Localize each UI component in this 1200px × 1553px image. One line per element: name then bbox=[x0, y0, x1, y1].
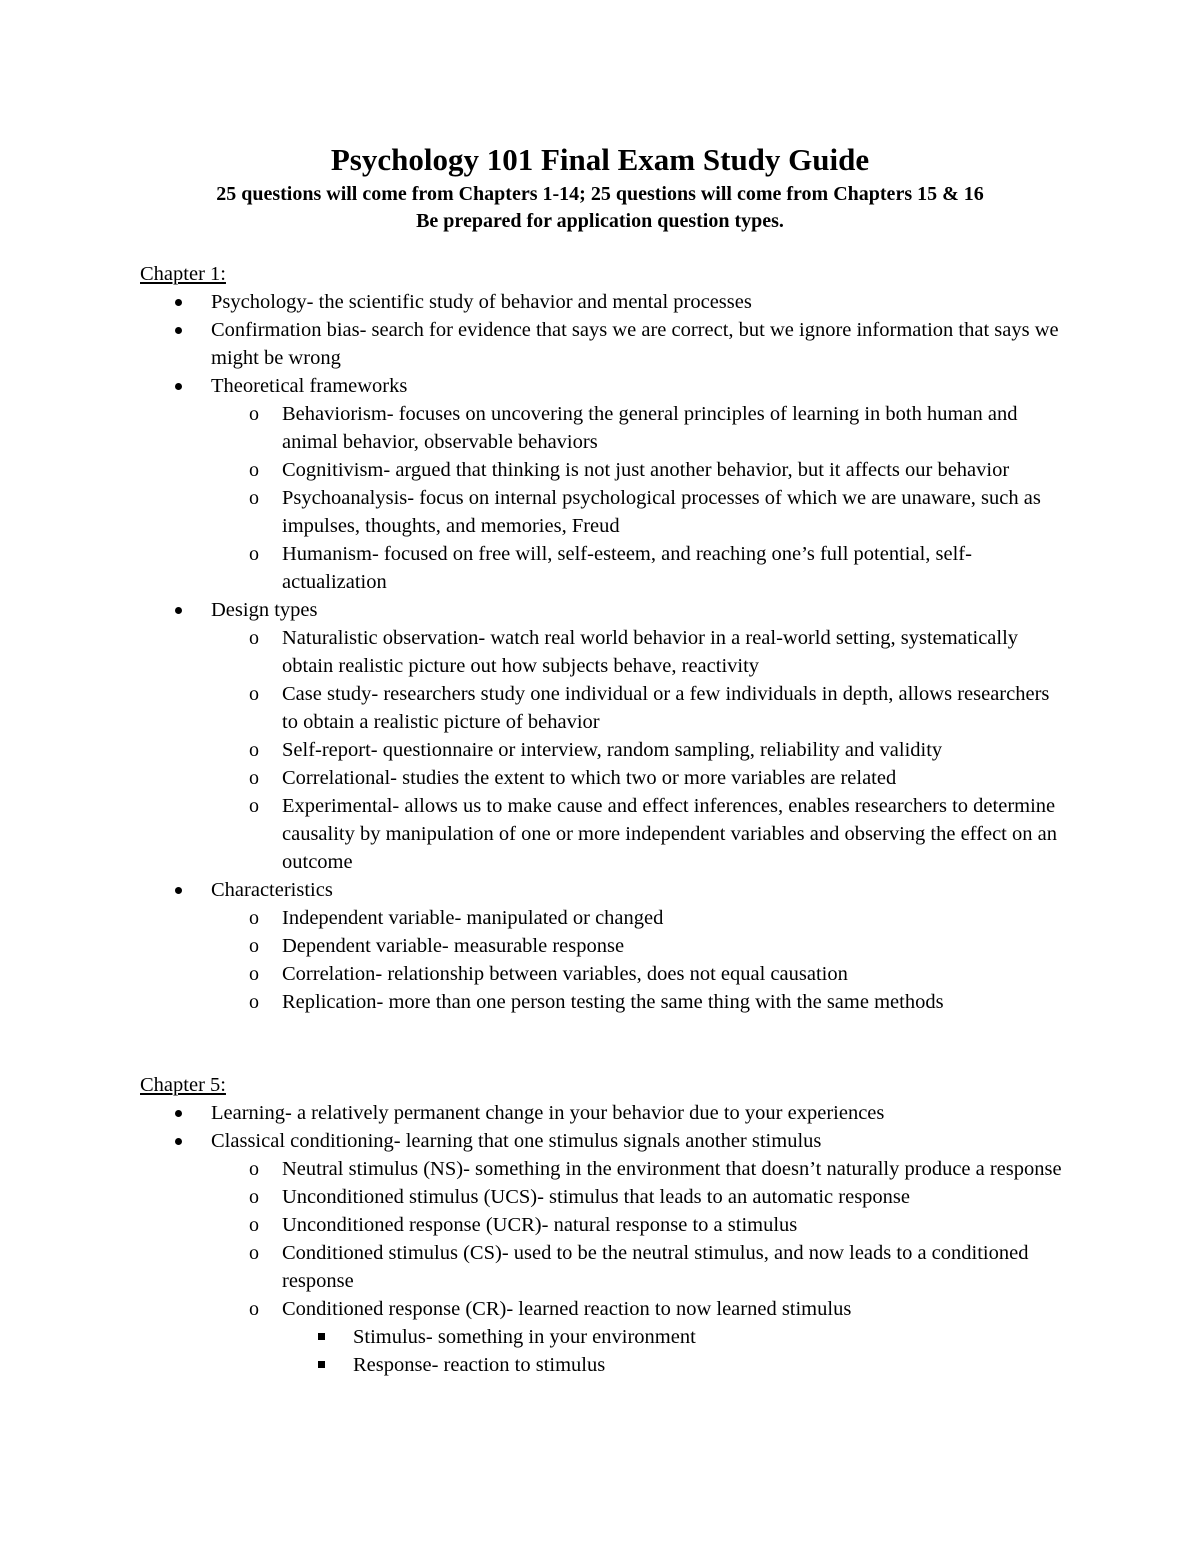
list-item bbox=[140, 1099, 1070, 1127]
circle-bullet-icon: o bbox=[249, 935, 259, 957]
sub-list-item bbox=[211, 456, 1070, 484]
list-item-text: Theoretical frameworks bbox=[211, 375, 408, 397]
circle-bullet-icon: o bbox=[249, 1242, 259, 1264]
circle-bullet-icon: o bbox=[249, 543, 259, 565]
sub-list-item bbox=[211, 400, 1070, 456]
circle-bullet-icon: o bbox=[249, 795, 259, 817]
circle-bullet-icon: o bbox=[249, 1158, 259, 1180]
sub-list bbox=[211, 400, 1070, 596]
circle-bullet-icon: o bbox=[249, 487, 259, 509]
bullet-icon bbox=[175, 327, 182, 334]
sub-list-item-text: Behaviorism- focuses on uncovering the general principles of learning in both human and animal behavior, observable behaviors bbox=[282, 403, 1018, 453]
list-item-text: Confirmation bias- search for evidence that says we are correct, but we ignore information that says we might be wrong bbox=[211, 319, 1059, 369]
sub-list-item bbox=[211, 1183, 1070, 1211]
circle-bullet-icon: o bbox=[249, 907, 259, 929]
sub-list-item-text: Dependent variable- measurable response bbox=[282, 935, 625, 957]
sub-list-item bbox=[211, 764, 1070, 792]
sub-list-item-text: Humanism- focused on free will, self-esteem, and reaching one’s full potential, self-actualization bbox=[282, 543, 972, 593]
list-item bbox=[140, 596, 1070, 876]
sub-list-item bbox=[211, 792, 1070, 876]
square-bullet-icon bbox=[318, 1333, 325, 1340]
sub-list-item-text: Unconditioned stimulus (UCS)- stimulus that leads to an automatic response bbox=[282, 1186, 911, 1208]
sub-sub-list-item-text: Stimulus- something in your environment bbox=[353, 1326, 696, 1348]
sub-list-item bbox=[211, 540, 1070, 596]
sub-list-item-text: Correlational- studies the extent to which two or more variables are related bbox=[282, 767, 897, 789]
sub-list-item bbox=[211, 1295, 1070, 1379]
subtitle-question-breakdown: 25 questions will come from Chapters 1-14; 25 questions will come from Chapters 15 & 16 bbox=[216, 183, 984, 205]
list-item-text: Characteristics bbox=[211, 879, 333, 901]
bullet-icon bbox=[175, 383, 182, 390]
sub-list-item-text: Replication- more than one person testing the same thing with the same methods bbox=[282, 991, 944, 1013]
sub-list-item-text: Correlation- relationship between variables, does not equal causation bbox=[282, 963, 848, 985]
document-title: Psychology 101 Final Exam Study Guide bbox=[330, 142, 870, 177]
list-item-text: Psychology- the scientific study of behavior and mental processes bbox=[211, 291, 752, 313]
circle-bullet-icon: o bbox=[249, 683, 259, 705]
circle-bullet-icon: o bbox=[249, 767, 259, 789]
chapter-1-section bbox=[140, 260, 1070, 1016]
sub-list-item bbox=[211, 932, 1070, 960]
bullet-icon bbox=[175, 1138, 182, 1145]
sub-list-item bbox=[211, 904, 1070, 932]
sub-list bbox=[211, 624, 1070, 876]
sub-list-item bbox=[211, 1211, 1070, 1239]
sub-sub-list-item bbox=[282, 1323, 1070, 1351]
sub-list-item bbox=[211, 736, 1070, 764]
circle-bullet-icon: o bbox=[249, 627, 259, 649]
sub-sub-list-item bbox=[282, 1351, 1070, 1379]
chapter-5-section bbox=[140, 1071, 1070, 1379]
circle-bullet-icon: o bbox=[249, 1214, 259, 1236]
subtitle-application-note: Be prepared for application question types. bbox=[416, 210, 784, 232]
chapter-1-heading: Chapter 1: bbox=[140, 263, 226, 285]
sub-list-item bbox=[211, 988, 1070, 1016]
sub-list bbox=[211, 904, 1070, 1016]
list-item-text: Classical conditioning- learning that one stimulus signals another stimulus bbox=[211, 1130, 822, 1152]
sub-list-item-text: Self-report- questionnaire or interview, random sampling, reliability and validity bbox=[282, 739, 943, 761]
circle-bullet-icon: o bbox=[249, 963, 259, 985]
bullet-icon bbox=[175, 1110, 182, 1117]
sub-list-item bbox=[211, 1155, 1070, 1183]
sub-list-item bbox=[211, 484, 1070, 540]
circle-bullet-icon: o bbox=[249, 459, 259, 481]
list-item bbox=[140, 288, 1070, 316]
sub-list-item-text: Cognitivism- argued that thinking is not just another behavior, but it affects our behavior bbox=[282, 459, 1010, 481]
list-item bbox=[140, 876, 1070, 1016]
list-item-text: Learning- a relatively permanent change in your behavior due to your experiences bbox=[211, 1102, 885, 1124]
sub-list-item-text: Unconditioned response (UCR)- natural response to a stimulus bbox=[282, 1214, 798, 1236]
circle-bullet-icon: o bbox=[249, 739, 259, 761]
circle-bullet-icon: o bbox=[249, 1298, 259, 1320]
sub-list-item bbox=[211, 624, 1070, 680]
square-bullet-icon bbox=[318, 1361, 325, 1368]
bullet-icon bbox=[175, 299, 182, 306]
chapter-5-list bbox=[140, 1099, 1070, 1379]
chapter-5-heading: Chapter 5: bbox=[140, 1074, 226, 1096]
circle-bullet-icon: o bbox=[249, 991, 259, 1013]
list-item bbox=[140, 372, 1070, 596]
sub-list-item bbox=[211, 680, 1070, 736]
sub-list-item-text: Conditioned response (CR)- learned reaction to now learned stimulus bbox=[282, 1298, 852, 1320]
sub-list bbox=[211, 1155, 1070, 1379]
bullet-icon bbox=[175, 887, 182, 894]
sub-list-item-text: Experimental- allows us to make cause and effect inferences, enables researchers to determine causality by manipulation of one or more independent variables and observing the effect on an outcome bbox=[282, 795, 1057, 873]
sub-list-item-text: Case study- researchers study one individual or a few individuals in depth, allows researchers to obtain a realistic picture of behavior bbox=[282, 683, 1050, 733]
circle-bullet-icon: o bbox=[249, 1186, 259, 1208]
list-item bbox=[140, 1127, 1070, 1379]
sub-list-item-text: Psychoanalysis- focus on internal psychological processes of which we are unaware, such as impulses, thoughts, and memories, Freud bbox=[282, 487, 1041, 537]
list-item-text: Design types bbox=[211, 599, 318, 621]
sub-list-item-text: Naturalistic observation- watch real world behavior in a real-world setting, systematically obtain realistic picture out how subjects behave, reactivity bbox=[282, 627, 1019, 677]
sub-list-item-text: Neutral stimulus (NS)- something in the environment that doesn’t naturally produce a response bbox=[282, 1158, 1062, 1180]
sub-sub-list-item-text: Response- reaction to stimulus bbox=[353, 1354, 606, 1376]
sub-list-item-text: Independent variable- manipulated or changed bbox=[282, 907, 664, 929]
sub-list-item bbox=[211, 1239, 1070, 1295]
chapter-1-list bbox=[140, 288, 1070, 1016]
sub-sub-list bbox=[282, 1323, 1070, 1379]
list-item bbox=[140, 316, 1070, 372]
sub-list-item-text: Conditioned stimulus (CS)- used to be the neutral stimulus, and now leads to a conditioned response bbox=[282, 1242, 1029, 1292]
sub-list-item bbox=[211, 960, 1070, 988]
circle-bullet-icon: o bbox=[249, 403, 259, 425]
bullet-icon bbox=[175, 607, 182, 614]
